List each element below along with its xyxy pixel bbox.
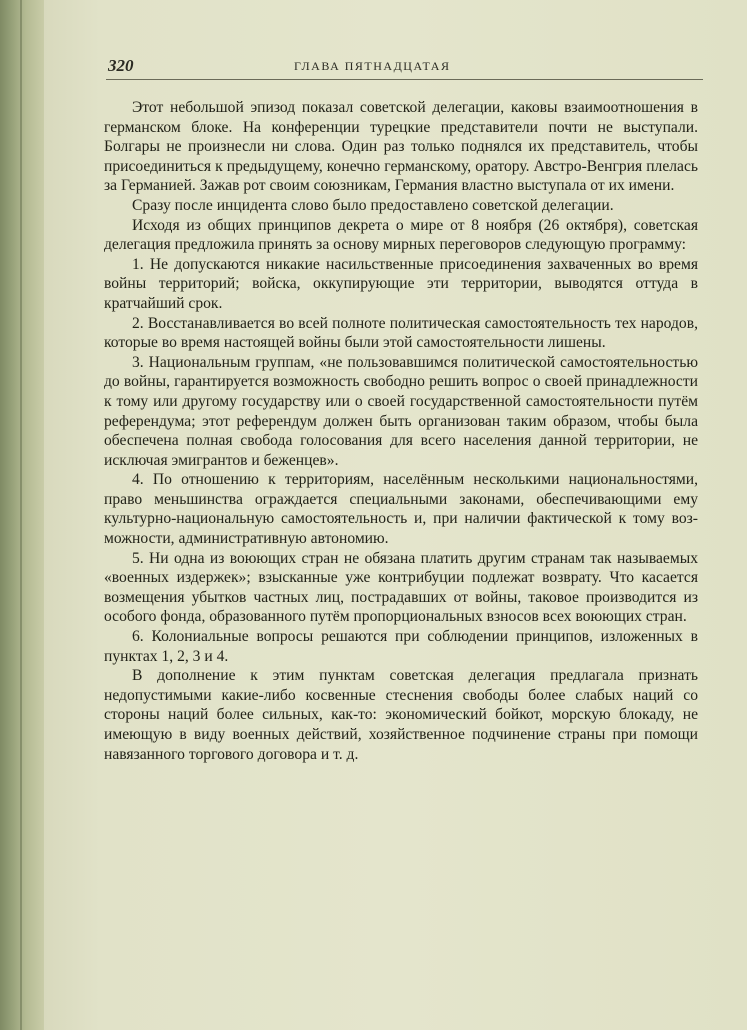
paragraph: В дополнение к этим пунктам советская делегация предлагала признать недопустимыми какие-либо косвенные стеснения свободы более слабых наций со стороны наций более сильных, как-то: экономический бойкот, морскую блокаду, не имеющую в виду военных действий, хозяйственное подчинение страны при помощи навязанного торгового договора и т. д. [104, 667, 698, 763]
page-number: 320 [108, 56, 134, 75]
binding-edge [20, 0, 22, 1030]
paragraph: 4. По отношению к территориям, населённым несколькими национальностями, право меньшинства ограждается специальными законами, обеспечивающими ему культурно-национальную самостоятельность и, при наличии фактической к тому возможности, административную автономию. [104, 471, 698, 548]
paragraph: Этот небольшой эпизод показал советской делегации, каковы взаимоотношения в германском блоке. На конференции турецкие представители почти не выступали. Болгары не произнесли ни слова. Один раз только поднялся их представитель, чтобы присоединиться к предыдущему, конечно германскому, оратору. Австро-Венгрия плелась за Германией. Зажав рот своим союзникам, Германия властно выступала от их имени. [104, 99, 698, 195]
paragraph: 1. Не допускаются никакие насильственные присоединения захваченных во время войны территорий; войска, оккупирующие эти территории, выводятся оттуда в кратчайший срок. [104, 255, 698, 312]
book-binding [0, 0, 44, 1030]
page-header [108, 56, 704, 80]
paragraph: 2. Восстанавливается во всей полноте политическая самостоятельность тех народов, которые во время настоящей войны были этой самостоятельности лишены. [104, 314, 698, 352]
body-text [104, 98, 698, 764]
paragraph: 5. Ни одна из воюющих стран не обязана платить другим странам так называемых «военных издержек»; взысканные уже контрибуции подлежат возврату. Что касается возмещения убытков частных лиц, пострадавших от войны, таковое производится из особого фонда, образованного путём пропорциональных взносов всех воюющих стран. [104, 549, 698, 626]
header-rule [106, 79, 703, 80]
paragraph: Исходя из общих принципов декрета о мире от 8 ноября (26 октября), советская делегация предложила принять за основу мирных переговоров следующую программу: [104, 216, 698, 254]
paragraph: 6. Колониальные вопросы решаются при соблюдении принципов, изложенных в пунктах 1, 2, 3 и 4. [104, 628, 698, 665]
running-head: ГЛАВА ПЯТНАДЦАТАЯ [294, 59, 451, 73]
paragraph: Сразу после инцидента слово было предоставлено советской делегации. [132, 196, 614, 214]
paragraph: 3. Национальным группам, «не пользовавшимся политической самостоятельностью до войны, гарантируется возможность свободно решить вопрос о своей принадлежности к тому или другому государству или о своей государственной самостоятельности путём референдума; этот референдум должен быть организован таким образом, чтобы была обеспечена полная свобода голосования для всего населения данной территории, не исключая эмигрантов и беженцев». [104, 353, 698, 469]
